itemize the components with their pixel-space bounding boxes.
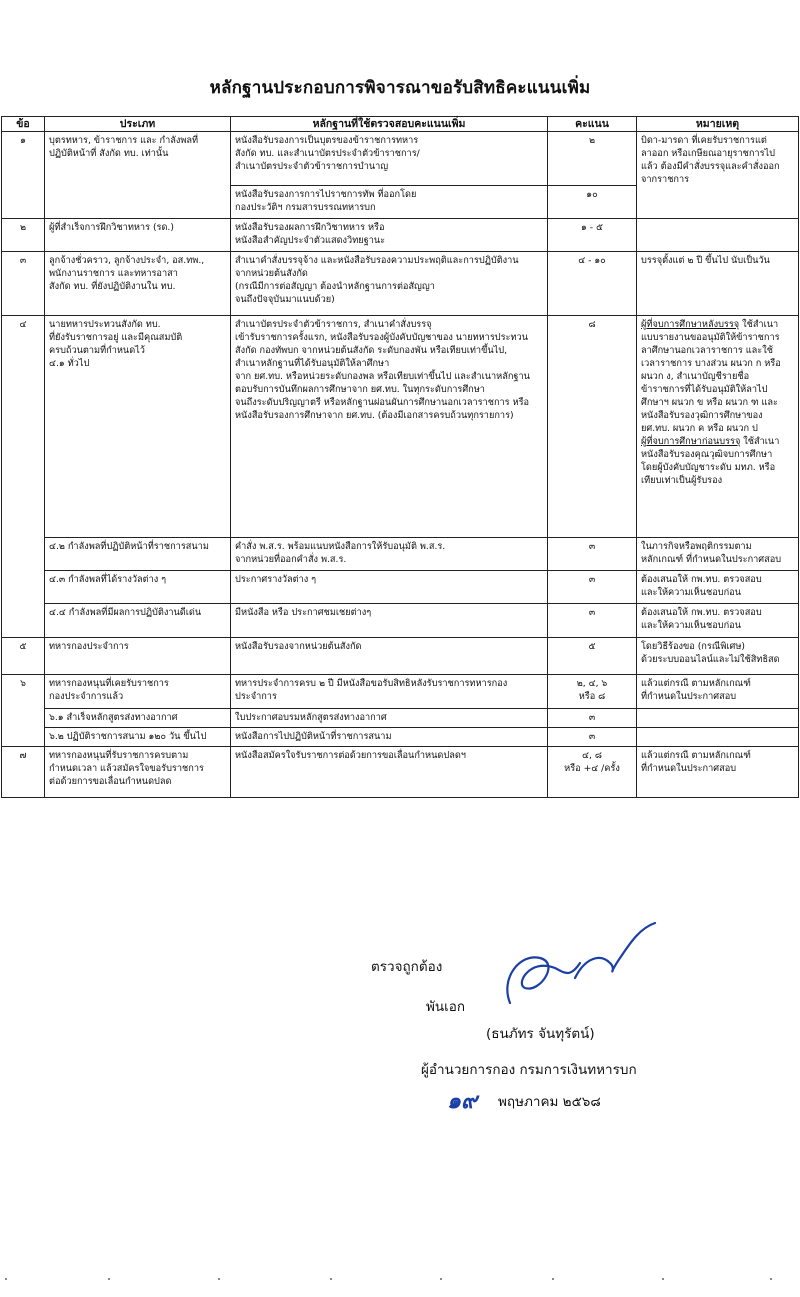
- row-note: ต้องเสนอให้ กพ.ทบ. ตรวจสอบ และให้ความเห็นชอบก่อน: [637, 571, 799, 604]
- row-note: บรรจุตั้งแต่ ๒ ปี ขึ้นไป นับเป็นวัน: [637, 252, 799, 316]
- note-underlined: ผู้ที่จบการศึกษาก่อนบรรจุ: [641, 436, 741, 447]
- header-score: คะแนน: [548, 117, 637, 132]
- row-note: [637, 316, 799, 538]
- rank-text: พันเอก: [426, 999, 466, 1015]
- document-title: หลักฐานประกอบการพิจารณาขอรับสิทธิคะแนนเพิ่ม: [209, 78, 591, 98]
- row-note: [637, 709, 799, 728]
- table-row: [2, 252, 799, 316]
- row-score: ๑ - ๕: [548, 219, 637, 252]
- row-no: ๕: [2, 638, 45, 675]
- row-evidence: หนังสือรับรองการเป็นบุตรของข้าราชการทหาร สังกัด ทบ. และสำเนาบัตรประจำตัวข้าราชการ/ สำเนาบัตรประจำตัวข้าราชการบำนาญ: [231, 132, 548, 186]
- row-type: ทหารกองหนุนที่เคยรับราชการ กองประจำการแล้ว: [45, 675, 231, 709]
- row-evidence: หนังสือสมัครใจรับราชการต่อด้วยการขอเลื่อนกำหนดปลดฯ: [231, 747, 548, 798]
- row-score: ๓: [548, 728, 637, 747]
- row-type: ๔.๔ กำลังพลที่มีผลการปฏิบัติงานดีเด่น: [45, 604, 231, 638]
- row-type: ๖.๒ ปฏิบัติราชการสนาม ๑๒๐ วัน ขึ้นไป: [45, 728, 231, 747]
- row-evidence: หนังสือรับรองจากหน่วยต้นสังกัด: [231, 638, 548, 675]
- note-underlined: ผู้ที่จบการศึกษาหลังบรรจุ: [641, 319, 740, 330]
- table-row: [2, 571, 799, 604]
- table-row: [2, 709, 799, 728]
- header-type: ประเภท: [45, 117, 231, 132]
- handwritten-day: ๑๙: [447, 1089, 478, 1114]
- row-note: [637, 219, 799, 252]
- header-no: ข้อ: [2, 117, 45, 132]
- row-note: [637, 728, 799, 747]
- row-type: ผู้ที่สำเร็จการฝึกวิชาทหาร (รด.): [45, 219, 231, 252]
- row-note: แล้วแต่กรณี ตามหลักเกณฑ์ ที่กำหนดในประกาศสอบ: [637, 747, 799, 798]
- row-score: ๒, ๔, ๖ หรือ ๘: [548, 675, 637, 709]
- table-row: [2, 728, 799, 747]
- table-row: [2, 132, 799, 186]
- row-type: ๔.๒ กำลังพลที่ปฏิบัติหน้าที่ราชการสนาม: [45, 538, 231, 571]
- row-note: โดยวิธีร้องขอ (กรณีพิเศษ) ด้วยระบบออนไลน์และไม่ใช้สิทธิสด: [637, 638, 799, 675]
- row-score: ๔ - ๑๐: [548, 252, 637, 316]
- verified-text: ตรวจถูกต้อง: [371, 959, 443, 975]
- row-no: ๑: [2, 132, 45, 219]
- row-evidence: ประกาศรางวัลต่าง ๆ: [231, 571, 548, 604]
- signature-date: พฤษภาคม ๒๕๖๘: [498, 1094, 601, 1110]
- row-note: บิดา-มารดา ที่เคยรับราชการแต่ ลาออก หรือเกษียณอายุราชการไป แล้ว ต้องมีคำสั่งบรรจุและคำสั่งออก จากราชการ: [637, 132, 799, 219]
- row-score: ๒: [548, 132, 637, 186]
- table-row: [2, 219, 799, 252]
- row-score: ๑๐: [548, 186, 637, 219]
- row-evidence: ใบประกาศอบรมหลักสูตรส่งทางอากาศ: [231, 709, 548, 728]
- signer-name: (ธนภัทร จันทุรัตน์): [486, 1026, 595, 1042]
- signer-position: ผู้อำนวยการกอง กรมการเงินทหารบก: [421, 1062, 637, 1078]
- row-evidence: สำเนาบัตรประจำตัวข้าราชการ, สำเนาคำสั่งบรรจุ เข้ารับราชการครั้งแรก, หนังสือรับรองผู้บังคับบัญชาของ นายทหารประทวน สังกัด กองทัพบก จากหน่วยต้นสังกัด ระดับกองพัน หรือเทียบเท่าขึ้นไป, สำเนาหลักฐานที่ได้รับอนุมัติให้ลาศึกษา จาก ยศ.ทบ. หรือหน่วยระดับกองพล หรือเทียบเท่าขึ้นไป และสำเนาหลักฐาน ตอบรับการบันทึกผลการศึกษาจาก ยศ.ทบ. ในทุกระดับการศึกษา จนถึงระดับปริญญาตรี หรือหลักฐานผ่อนผันการศึกษานอกเวลาราชการ หรือ หนังสือรับรองการศึกษาจาก ยศ.ทบ. (ต้องมีเอกสารครบถ้วนทุกรายการ): [231, 316, 548, 538]
- row-no: ๒: [2, 219, 45, 252]
- row-note: ในภารกิจหรือพฤติกรรมตาม หลักเกณฑ์ ที่กำหนดในประกาศสอบ: [637, 538, 799, 571]
- row-evidence: คำสั่ง พ.ส.ร. พร้อมแนบหนังสือการให้รับอนุมัติ พ.ส.ร. จากหน่วยที่ออกคำสั่ง พ.ส.ร.: [231, 538, 548, 571]
- row-no: ๓: [2, 252, 45, 316]
- row-type: ทหารกองประจำการ: [45, 638, 231, 675]
- row-score: ๓: [548, 538, 637, 571]
- row-note: ต้องเสนอให้ กพ.ทบ. ตรวจสอบ และให้ความเห็นชอบก่อน: [637, 604, 799, 638]
- row-no: ๗: [2, 747, 45, 798]
- row-type: ๖.๑ สำเร็จหลักสูตรส่งทางอากาศ: [45, 709, 231, 728]
- row-evidence: ทหารประจำการครบ ๒ ปี มีหนังสือขอรับสิทธิหลังรับราชการทหารกอง ประจำการ: [231, 675, 548, 709]
- signature-scribble: [470, 918, 670, 1028]
- row-score: ๓: [548, 709, 637, 728]
- row-score: ๓: [548, 571, 637, 604]
- row-type: บุตรทหาร, ข้าราชการ และ กำลังพลที่ ปฏิบัติหน้าที่ สังกัด ทบ. เท่านั้น: [45, 132, 231, 219]
- table-row: [2, 604, 799, 638]
- row-score: ๔, ๘ หรือ +๔ /ครั้ง: [548, 747, 637, 798]
- row-no: ๔: [2, 316, 45, 638]
- table-header-row: [2, 117, 799, 132]
- row-evidence: สำเนาคำสั่งบรรจุจ้าง และหนังสือรับรองความประพฤติและการปฏิบัติงาน จากหน่วยต้นสังกัด (กรณีมีการต่อสัญญา ต้องนำหลักฐานการต่อสัญญา จนถึงปัจจุบันมาแนบด้วย): [231, 252, 548, 316]
- row-note: แล้วแต่กรณี ตามหลักเกณฑ์ ที่กำหนดในประกาศสอบ: [637, 675, 799, 709]
- row-score: ๘: [548, 316, 637, 538]
- row-evidence: หนังสือรับรองการการไปราชการทัพ ที่ออกโดย กองประวัติฯ กรมสารบรรณทหารบก: [231, 186, 548, 219]
- row-evidence: หนังสือรับรองผลการฝึกวิชาทหาร หรือ หนังสือสำคัญประจำตัวแสดงวิทยฐานะ: [231, 219, 548, 252]
- table-row: [2, 316, 799, 538]
- note-text: ใช้สำเนา แบบรายงานขออนุมัติให้ข้าราชการ ลาศึกษานอกเวลาราชการ และใช้ เวลาราชการ บางส่วน ผนวก ก หรือ ผนวก ง, สำเนาบัญชีรายชื่อ ข้าราชการที่ได้รับอนุมัติให้ลาไป ศึกษาฯ ผนวก ข หรือ ผนวก ฑ และ หนังสือรับรองวุฒิการศึกษาของ ยศ.ทบ. ผนวก ค หรือ ผนวก ป: [641, 319, 781, 434]
- row-type: นายทหารประทวนสังกัด ทบ. ที่ยังรับราชการอยู่ และมีคุณสมบัติ ครบถ้วนตามที่กำหนดไว้ ๔.๑ ทั่วไป: [45, 316, 231, 538]
- table-row: [2, 538, 799, 571]
- table-row: [2, 747, 799, 798]
- row-evidence: มีหนังสือ หรือ ประกาศชมเชยต่างๆ: [231, 604, 548, 638]
- note-text: ใช้สำเนา หนังสือรับรองคุณวุฒิจบการศึกษา โดยผู้บังคับบัญชาระดับ มทภ. หรือ เทียบเท่าเป็นผู้รับรอง: [641, 436, 780, 486]
- table-row: [2, 675, 799, 709]
- table-row: [2, 638, 799, 675]
- row-no: ๖: [2, 675, 45, 747]
- row-score: ๕: [548, 638, 637, 675]
- row-type: ลูกจ้างชั่วคราว, ลูกจ้างประจำ, อส.ทพ., พนักงานราชการ และทหารอาสา สังกัด ทบ. ที่ยังปฏิบัติงานใน ทบ.: [45, 252, 231, 316]
- row-type: ทหารกองหนุนที่รับราชการครบตาม กำหนดเวลา แล้วสมัครใจขอรับราชการ ต่อด้วยการขอเลื่อนกำหนดปลด: [45, 747, 231, 798]
- row-type: ๔.๓ กำลังพลที่ได้รางวัลต่าง ๆ: [45, 571, 231, 604]
- header-note: หมายเหตุ: [637, 117, 799, 132]
- evidence-table: [1, 116, 799, 798]
- row-score: ๓: [548, 604, 637, 638]
- row-evidence: หนังสือการไปปฏิบัติหน้าที่ราชการสนาม: [231, 728, 548, 747]
- header-evidence: หลักฐานที่ใช้ตรวจสอบคะแนนเพิ่ม: [231, 117, 548, 132]
